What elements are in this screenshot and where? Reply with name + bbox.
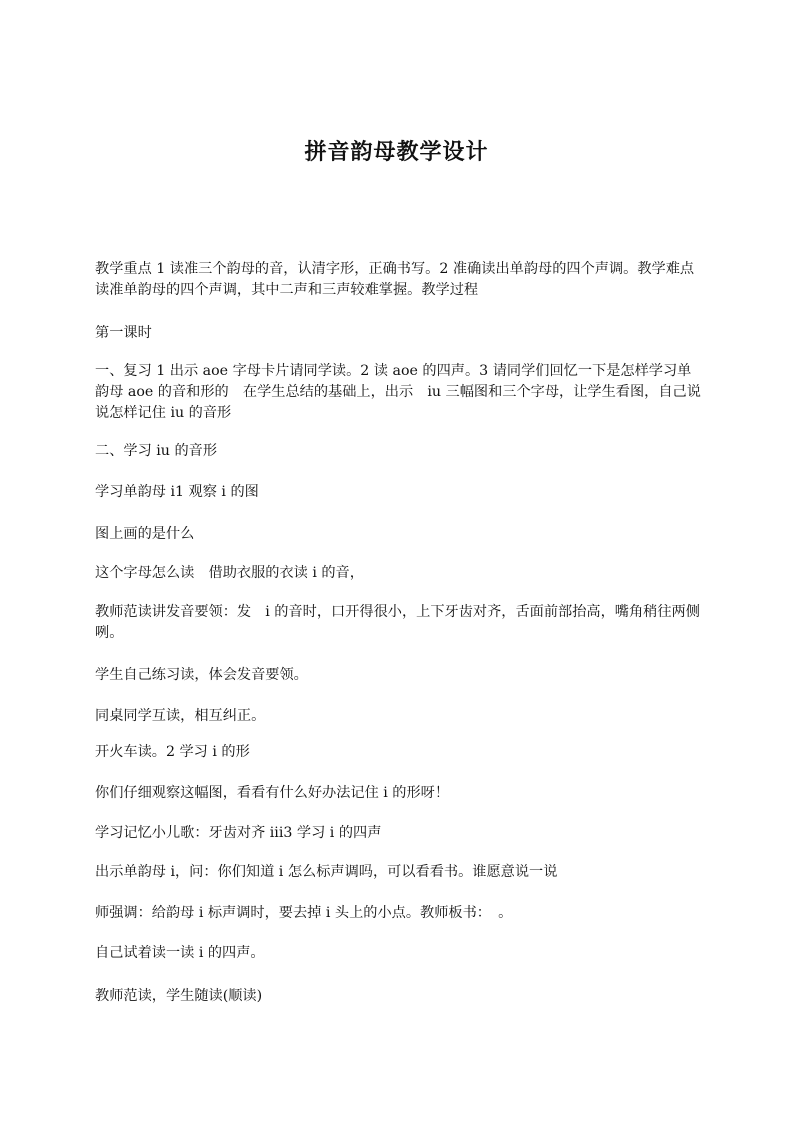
paragraph-first-lesson: 第一课时	[95, 325, 152, 341]
paragraph-rhyme: 学习记忆小儿歌：牙齿对齐 iii3 学习 i 的四声	[95, 825, 382, 841]
paragraph-follow-reading: 教师范读，学生随读(顺读)	[95, 988, 263, 1004]
paragraph-try-reading: 自己试着读一读 i 的四声。	[95, 945, 265, 961]
paragraph-show-vowel: 出示单韵母 i，问：你们知道 i 怎么标声调吗，可以看看书。谁愿意说一说	[95, 864, 558, 880]
paragraph-train-reading: 开火车读。2 学习 i 的形	[95, 744, 250, 760]
paragraph-peer-reading: 同桌同学互读，相互纠正。	[95, 708, 266, 724]
paragraph-observe-picture: 你们仔细观察这幅图，看看有什么好办法记住 i 的形呀！	[95, 785, 450, 801]
paragraph-how-to-read: 这个字母怎么读 借助衣服的衣读 i 的音，	[95, 565, 364, 581]
paragraph-review: 一、复习 1 出示 aoe 字母卡片请同学读。2 读 aoe 的四声。3 请同学们回忆一下是怎样学习单韵母 aoe 的音和形的 在学生总结的基础上，出示 iu 三幅图和三个字母，让学生看图，自己说说怎样记住 iu 的音形	[95, 363, 701, 421]
paragraph-section-two: 二、学习 iu 的音形	[95, 443, 218, 459]
paragraph-key-points: 教学重点 1 读准三个韵母的音，认清字形，正确书写。2 准确读出单韵母的四个声调。教学难点读准单韵母的四个声调，其中二声和三声较难掌握。教学过程	[95, 261, 695, 298]
paragraph-self-practice: 学生自己练习读，体会发音要领。	[95, 667, 308, 683]
page-title: 拼音韵母教学设计	[304, 140, 489, 165]
paragraph-teacher-emphasis: 师强调：给韵母 i 标声调时，要去掉 i 头上的小点。教师板书： 。	[95, 905, 513, 921]
paragraph-learn-i: 学习单韵母 i1 观察 i 的图	[95, 484, 259, 500]
paragraph-teacher-reading: 教师范读讲发音要领：发 i 的音时，口开得很小，上下牙齿对齐，舌面前部抬高，嘴角稍往两侧咧。	[95, 604, 700, 641]
paragraph-picture-question: 图上画的是什么	[95, 526, 195, 542]
